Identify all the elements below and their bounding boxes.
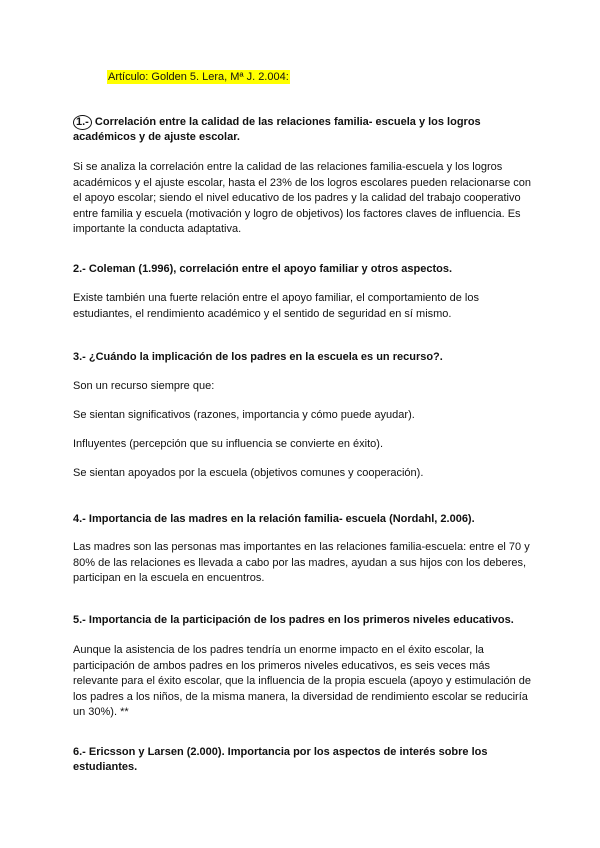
section-2-heading: 2.- Coleman (1.996), correlación entre el apoyo familiar y otros aspectos. xyxy=(73,263,453,275)
section-3-heading: 3.- ¿Cuándo la implicación de los padres en la escuela es un recurso?. xyxy=(73,351,443,363)
section-3-paragraph-1: Son un recurso siempre que: xyxy=(73,380,215,392)
section-1-title: Correlación entre la calidad de las relaciones familia- escuela y los logros académicos y de ajuste escolar. xyxy=(73,116,481,143)
section-1-paragraph: Si se analiza la correlación entre la calidad de las relaciones familia-escuela y los logros académicos y el ajuste escolar, hasta el 23% de los logros escolares pueden relacionarse con el apoyo escolar; siendo el nivel educativo de los padres y la calidad del trabajo cooperativo entre familia y escuela (motivación y logro de objetivos) los factores claves de influencia. Es importante la conducta adaptativa. xyxy=(73,161,531,235)
section-3-paragraph-3: Influyentes (percepción que su influencia se convierte en éxito). xyxy=(73,438,384,450)
section-3-paragraph-4: Se sientan apoyados por la escuela (objetivos comunes y cooperación). xyxy=(73,467,424,479)
section-4-heading: 4.- Importancia de las madres en la relación familia- escuela (Nordahl, 2.006). xyxy=(73,513,475,525)
section-1-heading xyxy=(73,115,528,145)
section-1-number: 1.- xyxy=(73,115,92,130)
section-3-paragraph-2: Se sientan significativos (razones, importancia y cómo puede ayudar). xyxy=(73,409,415,421)
section-5-heading: 5.- Importancia de la participación de los padres en los primeros niveles educativos. xyxy=(73,614,514,626)
section-4-paragraph: Las madres son las personas mas importantes en las relaciones familia-escuela: entre el 70 y 80% de las relaciones es llevada a cabo por las madres, ayudan a sus hijos con los deberes, participan en la escuela en encuentros. xyxy=(73,541,530,584)
article-reference: Artículo: Golden 5. Lera, Mª J. 2.004: xyxy=(108,71,289,83)
section-5-paragraph: Aunque la asistencia de los padres tendría un enorme impacto en el éxito escolar, la participación de ambos padres en los primeros niveles educativos, es seis veces más relevante para el éxito escolar, que la influencia de la propia escuela (apoyo y estimulación de los padres a los niños, de la misma manera, la diversidad de rendimiento escolar se reduciría un 30%). ** xyxy=(73,644,532,718)
section-2-paragraph: Existe también una fuerte relación entre el apoyo familiar, el comportamiento de los estudiantes, el rendimiento académico y el sentido de seguridad en sí mismo. xyxy=(73,292,479,320)
section-6-heading: 6.- Ericsson y Larsen (2.000). Importancia por los aspectos de interés sobre los estudiantes. xyxy=(73,746,488,773)
